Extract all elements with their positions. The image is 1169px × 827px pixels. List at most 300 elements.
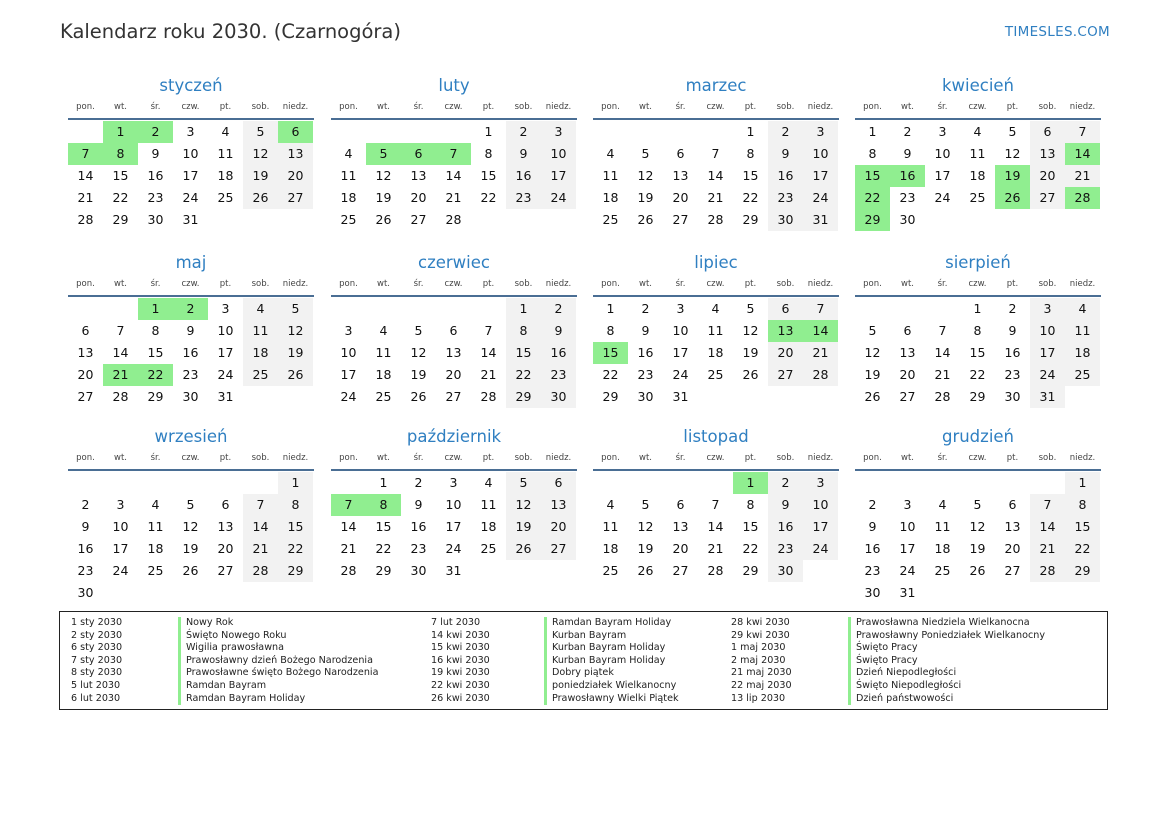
day-cell: 2 xyxy=(641,301,650,316)
day-cell: 5 xyxy=(1008,124,1017,139)
day-cell: 16 xyxy=(410,519,427,534)
weekday-header: sob. xyxy=(1038,102,1057,112)
day-cell: 6 xyxy=(401,143,436,165)
day-cell: 3 xyxy=(116,497,125,512)
day-cell: 18 xyxy=(934,541,951,556)
weekday-header: czw. xyxy=(968,102,987,112)
day-cell: 12 xyxy=(864,345,881,360)
month-name: wrzesień xyxy=(154,427,228,446)
day-cell: 11 xyxy=(340,168,357,183)
day-cell: 22 xyxy=(278,538,313,560)
weekday-header: pon. xyxy=(601,102,620,112)
day-cell: 18 xyxy=(147,541,164,556)
day-cell: 25 xyxy=(1065,364,1100,386)
day-cell: 19 xyxy=(506,516,541,538)
legend-date: 29 kwi 2030 xyxy=(731,629,790,641)
day-cell: 10 xyxy=(672,323,689,338)
weekday-header: wt. xyxy=(901,279,914,289)
day-cell: 26 xyxy=(243,187,278,209)
day-cell: 18 xyxy=(969,168,986,183)
day-cell: 23 xyxy=(541,364,576,386)
day-cell: 15 xyxy=(147,345,164,360)
day-cell: 15 xyxy=(742,519,759,534)
day-cell: 31 xyxy=(672,389,689,404)
weekday-header: czw. xyxy=(181,453,200,463)
day-cell: 22 xyxy=(375,541,392,556)
legend-holiday-name: Święto Niepodległości xyxy=(848,680,961,693)
day-cell: 20 xyxy=(445,367,462,382)
day-cell: 5 xyxy=(186,497,195,512)
legend-date: 7 sty 2030 xyxy=(71,654,123,666)
legend-holiday-name: Święto Pracy xyxy=(848,655,918,668)
day-cell: 12 xyxy=(506,494,541,516)
day-cell: 26 xyxy=(182,563,199,578)
day-cell: 9 xyxy=(1008,323,1017,338)
day-cell: 19 xyxy=(742,345,759,360)
day-cell: 4 xyxy=(484,475,493,490)
day-cell: 1 xyxy=(506,298,541,320)
day-cell: 24 xyxy=(217,367,234,382)
day-cell: 2 xyxy=(903,124,912,139)
legend-holiday-name: Kurban Bayram Holiday xyxy=(544,642,665,655)
day-cell: 25 xyxy=(480,541,497,556)
weekday-header: śr. xyxy=(675,279,686,289)
day-cell: 23 xyxy=(147,190,164,205)
day-cell: 25 xyxy=(602,212,619,227)
day-cell: 5 xyxy=(506,472,541,494)
weekday-header: pon. xyxy=(76,279,95,289)
day-cell: 11 xyxy=(1065,320,1100,342)
day-cell: 2 xyxy=(768,121,803,143)
day-cell: 1 xyxy=(484,124,493,139)
day-cell: 15 xyxy=(742,168,759,183)
weekday-header: niedz. xyxy=(807,453,834,463)
weekday-header: sob. xyxy=(776,102,795,112)
day-cell: 25 xyxy=(340,212,357,227)
day-cell: 7 xyxy=(938,323,947,338)
day-cell: 19 xyxy=(995,165,1030,187)
day-cell: 2 xyxy=(506,121,541,143)
weekday-header: wt. xyxy=(377,279,390,289)
day-cell: 24 xyxy=(934,190,951,205)
day-cell: 11 xyxy=(375,345,392,360)
header-divider xyxy=(855,295,1101,297)
day-cell: 26 xyxy=(969,563,986,578)
day-cell: 22 xyxy=(506,364,541,386)
day-cell: 12 xyxy=(969,519,986,534)
day-cell: 24 xyxy=(672,367,689,382)
weekday-header: pt. xyxy=(482,453,495,463)
day-cell: 29 xyxy=(278,560,313,582)
day-cell: 21 xyxy=(445,190,462,205)
day-cell: 1 xyxy=(868,124,877,139)
day-cell: 6 xyxy=(278,121,313,143)
day-cell: 30 xyxy=(864,585,881,600)
day-cell: 13 xyxy=(217,519,234,534)
weekday-header: pt. xyxy=(744,279,757,289)
day-cell: 20 xyxy=(410,190,427,205)
day-cell: 24 xyxy=(899,563,916,578)
day-cell: 20 xyxy=(278,165,313,187)
weekday-header: śr. xyxy=(937,453,948,463)
day-cell: 24 xyxy=(803,187,838,209)
month-name: styczeń xyxy=(159,76,223,95)
day-cell: 27 xyxy=(445,389,462,404)
day-cell: 4 xyxy=(711,301,720,316)
day-cell: 28 xyxy=(243,560,278,582)
weekday-header: sob. xyxy=(776,279,795,289)
weekday-header: pt. xyxy=(1006,453,1019,463)
day-cell: 5 xyxy=(746,301,755,316)
weekday-header: wt. xyxy=(377,453,390,463)
day-cell: 30 xyxy=(147,212,164,227)
day-cell: 20 xyxy=(672,541,689,556)
day-cell: 31 xyxy=(1030,386,1065,408)
day-cell: 29 xyxy=(602,389,619,404)
day-cell: 22 xyxy=(112,190,129,205)
day-cell: 15 xyxy=(278,516,313,538)
weekday-header: sob. xyxy=(514,279,533,289)
day-cell: 24 xyxy=(182,190,199,205)
legend-date: 26 kwi 2030 xyxy=(431,692,490,704)
day-cell: 9 xyxy=(541,320,576,342)
legend-date: 6 lut 2030 xyxy=(71,692,121,704)
day-cell: 29 xyxy=(147,389,164,404)
day-cell: 16 xyxy=(77,541,94,556)
weekday-header: czw. xyxy=(181,102,200,112)
day-cell: 10 xyxy=(1030,320,1065,342)
day-cell: 8 xyxy=(484,146,493,161)
day-cell: 5 xyxy=(641,146,650,161)
weekday-header: sob. xyxy=(251,102,270,112)
day-cell: 6 xyxy=(768,298,803,320)
header-divider xyxy=(855,118,1101,120)
day-cell: 11 xyxy=(243,320,278,342)
day-cell: 18 xyxy=(602,190,619,205)
day-cell: 10 xyxy=(112,519,129,534)
day-cell: 16 xyxy=(1004,345,1021,360)
day-cell: 9 xyxy=(641,323,650,338)
day-cell: 1 xyxy=(278,472,313,494)
day-cell: 26 xyxy=(864,389,881,404)
day-cell: 7 xyxy=(436,143,471,165)
month-name: listopad xyxy=(683,427,749,446)
day-cell: 21 xyxy=(1065,165,1100,187)
header-divider xyxy=(593,469,839,471)
weekday-header: niedz. xyxy=(545,279,572,289)
page-title: Kalendarz roku 2030. (Czarnogóra) xyxy=(60,20,401,43)
day-cell: 5 xyxy=(366,143,401,165)
day-cell: 31 xyxy=(899,585,916,600)
day-cell: 12 xyxy=(182,519,199,534)
day-cell: 1 xyxy=(606,301,615,316)
day-cell: 17 xyxy=(112,541,129,556)
day-cell: 15 xyxy=(1065,516,1100,538)
day-cell: 22 xyxy=(969,367,986,382)
day-cell: 5 xyxy=(973,497,982,512)
day-cell: 12 xyxy=(1004,146,1021,161)
day-cell: 3 xyxy=(449,475,458,490)
weekday-header: śr. xyxy=(675,102,686,112)
day-cell: 9 xyxy=(768,494,803,516)
day-cell: 1 xyxy=(733,472,768,494)
weekday-header: czw. xyxy=(181,279,200,289)
day-cell: 30 xyxy=(410,563,427,578)
day-cell: 23 xyxy=(77,563,94,578)
header-divider xyxy=(68,118,314,120)
day-cell: 19 xyxy=(182,541,199,556)
day-cell: 30 xyxy=(637,389,654,404)
day-cell: 25 xyxy=(934,563,951,578)
day-cell: 24 xyxy=(803,538,838,560)
day-cell: 24 xyxy=(1030,364,1065,386)
day-cell: 27 xyxy=(1004,563,1021,578)
day-cell: 2 xyxy=(768,472,803,494)
day-cell: 12 xyxy=(278,320,313,342)
legend-date: 13 lip 2030 xyxy=(731,692,786,704)
day-cell: 28 xyxy=(340,563,357,578)
day-cell: 12 xyxy=(742,323,759,338)
weekday-header: sob. xyxy=(514,102,533,112)
day-cell: 30 xyxy=(541,386,576,408)
day-cell: 23 xyxy=(768,538,803,560)
legend-date: 2 maj 2030 xyxy=(731,654,786,666)
day-cell: 17 xyxy=(541,165,576,187)
legend-holiday-name: Prawosławne święto Bożego Narodzenia xyxy=(178,667,378,680)
day-cell: 22 xyxy=(1065,538,1100,560)
day-cell: 14 xyxy=(934,345,951,360)
legend-date: 21 maj 2030 xyxy=(731,667,792,679)
brand-link[interactable]: TIMESLES.COM xyxy=(1004,24,1110,40)
day-cell: 18 xyxy=(480,519,497,534)
day-cell: 17 xyxy=(803,165,838,187)
day-cell: 21 xyxy=(103,364,138,386)
day-cell: 6 xyxy=(676,146,685,161)
day-cell: 28 xyxy=(934,389,951,404)
day-cell: 23 xyxy=(182,367,199,382)
day-cell: 16 xyxy=(541,342,576,364)
legend-date: 28 kwi 2030 xyxy=(731,617,790,628)
legend-holiday-name: Prawosławny Poniedziałek Wielkanocny xyxy=(848,630,1045,643)
day-cell: 17 xyxy=(934,168,951,183)
weekday-header: pt. xyxy=(744,453,757,463)
day-cell: 3 xyxy=(186,124,195,139)
day-cell: 16 xyxy=(147,168,164,183)
day-cell: 26 xyxy=(375,212,392,227)
weekday-header: pon. xyxy=(863,102,882,112)
day-cell: 27 xyxy=(899,389,916,404)
day-cell: 16 xyxy=(768,516,803,538)
day-cell: 23 xyxy=(899,190,916,205)
day-cell: 20 xyxy=(541,516,576,538)
day-cell: 13 xyxy=(768,320,803,342)
day-cell: 3 xyxy=(541,121,576,143)
day-cell: 15 xyxy=(112,168,129,183)
day-cell: 1 xyxy=(103,121,138,143)
day-cell: 13 xyxy=(77,345,94,360)
weekday-header: pon. xyxy=(339,102,358,112)
day-cell: 2 xyxy=(81,497,90,512)
weekday-header: sob. xyxy=(514,453,533,463)
day-cell: 29 xyxy=(742,563,759,578)
day-cell: 2 xyxy=(868,497,877,512)
day-cell: 27 xyxy=(410,212,427,227)
day-cell: 10 xyxy=(182,146,199,161)
day-cell: 14 xyxy=(707,168,724,183)
weekday-header: czw. xyxy=(968,453,987,463)
day-cell: 7 xyxy=(711,146,720,161)
legend-holiday-name: Święto Pracy xyxy=(848,642,918,655)
day-cell: 14 xyxy=(480,345,497,360)
day-cell: 23 xyxy=(637,367,654,382)
day-cell: 12 xyxy=(243,143,278,165)
weekday-header: czw. xyxy=(968,279,987,289)
legend-holiday-name: Ramdan Bayram Holiday xyxy=(544,617,671,630)
day-cell: 25 xyxy=(707,367,724,382)
day-cell: 17 xyxy=(803,516,838,538)
day-cell: 9 xyxy=(151,146,160,161)
weekday-header: pt. xyxy=(219,453,232,463)
day-cell: 13 xyxy=(445,345,462,360)
month-name: grudzień xyxy=(941,427,1015,446)
day-cell: 6 xyxy=(1030,121,1065,143)
weekday-header: wt. xyxy=(114,453,127,463)
weekday-header: niedz. xyxy=(545,102,572,112)
month-name: sierpień xyxy=(945,253,1011,272)
day-cell: 20 xyxy=(768,342,803,364)
day-cell: 8 xyxy=(868,146,877,161)
day-cell: 16 xyxy=(182,345,199,360)
day-cell: 26 xyxy=(410,389,427,404)
day-cell: 11 xyxy=(969,146,986,161)
weekday-header: niedz. xyxy=(282,279,309,289)
legend-date: 2 sty 2030 xyxy=(71,629,123,641)
day-cell: 22 xyxy=(480,190,497,205)
day-cell: 2 xyxy=(1008,301,1017,316)
legend-date: 19 kwi 2030 xyxy=(431,667,490,679)
day-cell: 29 xyxy=(506,386,541,408)
day-cell: 7 xyxy=(1030,494,1065,516)
day-cell: 11 xyxy=(602,168,619,183)
day-cell: 10 xyxy=(803,143,838,165)
legend-holiday-name: Dzień Niepodległości xyxy=(848,667,956,680)
day-cell: 25 xyxy=(375,389,392,404)
day-cell: 15 xyxy=(375,519,392,534)
day-cell: 13 xyxy=(899,345,916,360)
day-cell: 27 xyxy=(672,563,689,578)
day-cell: 28 xyxy=(480,389,497,404)
legend-holiday-name: Wigilia prawosławna xyxy=(178,642,284,655)
legend-date: 16 kwi 2030 xyxy=(431,654,490,666)
weekday-header: pon. xyxy=(339,453,358,463)
month-name: lipiec xyxy=(694,253,738,272)
day-cell: 21 xyxy=(77,190,94,205)
day-cell: 28 xyxy=(803,364,838,386)
day-cell: 13 xyxy=(410,168,427,183)
header-divider xyxy=(593,118,839,120)
day-cell: 24 xyxy=(541,187,576,209)
day-cell: 1 xyxy=(1065,472,1100,494)
day-cell: 17 xyxy=(1030,342,1065,364)
day-cell: 13 xyxy=(1030,143,1065,165)
month-name: czerwiec xyxy=(418,253,490,272)
weekday-header: sob. xyxy=(1038,453,1057,463)
day-cell: 4 xyxy=(151,497,160,512)
day-cell: 1 xyxy=(746,124,755,139)
day-cell: 29 xyxy=(375,563,392,578)
legend-date: 1 maj 2030 xyxy=(731,642,786,654)
header-divider xyxy=(593,295,839,297)
day-cell: 6 xyxy=(81,323,90,338)
legend-date: 7 lut 2030 xyxy=(431,617,481,628)
day-cell: 4 xyxy=(606,497,615,512)
day-cell: 2 xyxy=(541,298,576,320)
day-cell: 20 xyxy=(1004,541,1021,556)
day-cell: 14 xyxy=(803,320,838,342)
day-cell: 29 xyxy=(112,212,129,227)
day-cell: 6 xyxy=(676,497,685,512)
weekday-header: czw. xyxy=(444,279,463,289)
day-cell: 6 xyxy=(541,472,576,494)
weekday-header: wt. xyxy=(377,102,390,112)
day-cell: 11 xyxy=(217,146,234,161)
day-cell: 26 xyxy=(742,367,759,382)
day-cell: 7 xyxy=(803,298,838,320)
day-cell: 11 xyxy=(707,323,724,338)
day-cell: 24 xyxy=(445,541,462,556)
day-cell: 25 xyxy=(602,563,619,578)
weekday-header: wt. xyxy=(114,102,127,112)
day-cell: 12 xyxy=(410,345,427,360)
day-cell: 11 xyxy=(602,519,619,534)
day-cell: 8 xyxy=(746,146,755,161)
weekday-header: niedz. xyxy=(545,453,572,463)
day-cell: 3 xyxy=(344,323,353,338)
day-cell: 21 xyxy=(243,538,278,560)
day-cell: 8 xyxy=(1065,494,1100,516)
day-cell: 23 xyxy=(1004,367,1021,382)
day-cell: 11 xyxy=(480,497,497,512)
weekday-header: wt. xyxy=(639,279,652,289)
day-cell: 25 xyxy=(243,364,278,386)
day-cell: 23 xyxy=(506,187,541,209)
day-cell: 29 xyxy=(1065,560,1100,582)
day-cell: 20 xyxy=(672,190,689,205)
day-cell: 26 xyxy=(506,538,541,560)
weekday-header: pon. xyxy=(863,453,882,463)
day-cell: 24 xyxy=(112,563,129,578)
day-cell: 11 xyxy=(147,519,164,534)
weekday-header: niedz. xyxy=(1069,453,1096,463)
weekday-header: wt. xyxy=(901,102,914,112)
day-cell: 31 xyxy=(803,209,838,231)
day-cell: 8 xyxy=(366,494,401,516)
legend-holiday-name: Kurban Bayram Holiday xyxy=(544,655,665,668)
day-cell: 21 xyxy=(480,367,497,382)
day-cell: 14 xyxy=(340,519,357,534)
day-cell: 16 xyxy=(890,165,925,187)
day-cell: 29 xyxy=(969,389,986,404)
day-cell: 21 xyxy=(1030,538,1065,560)
day-cell: 4 xyxy=(938,497,947,512)
day-cell: 20 xyxy=(899,367,916,382)
legend-holiday-name: Dobry piątek xyxy=(544,667,614,680)
day-cell: 19 xyxy=(278,342,313,364)
weekday-header: śr. xyxy=(150,453,161,463)
day-cell: 29 xyxy=(855,209,890,231)
weekday-header: wt. xyxy=(114,279,127,289)
day-cell: 28 xyxy=(707,212,724,227)
